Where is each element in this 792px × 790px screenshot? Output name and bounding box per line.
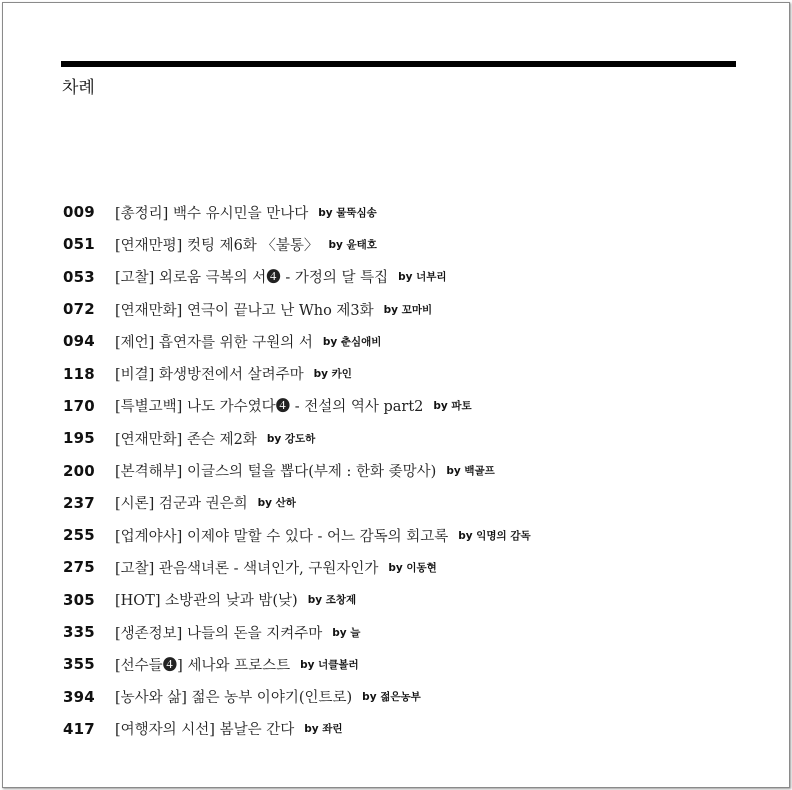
toc-title: [농사와 삶] 젊은 농부 이야기(인트로) — [115, 690, 353, 707]
toc-title: [선수들❹] 세나와 프로스트 — [115, 657, 291, 674]
toc-title: [여행자의 시선] 봄날은 간다 — [115, 722, 295, 739]
toc-title: [본격해부] 이글스의 털을 뽑다(부제 : 한화 좆망사) — [115, 464, 437, 481]
toc-title: [업계야사] 이제야 말할 수 있다 - 어느 감독의 회고록 — [115, 528, 449, 545]
toc-author: by 백골프 — [446, 465, 495, 478]
toc-title: [제언] 흡연자를 위한 구원의 서 — [115, 334, 313, 351]
toc-entry — [63, 616, 743, 648]
toc-page-number: 237 — [63, 493, 95, 512]
toc-entry — [63, 422, 743, 454]
toc-author: by 산하 — [257, 497, 296, 510]
header-rule — [61, 61, 736, 67]
toc-entry — [63, 228, 743, 260]
toc-entry — [63, 325, 743, 357]
toc-page-number: 094 — [63, 332, 95, 351]
toc-title: [특별고백] 나도 가수였다❹ - 전설의 역사 part2 — [115, 399, 424, 416]
toc-page-number: 072 — [63, 300, 95, 319]
toc-title: [고찰] 외로움 극복의 서❹ - 가정의 달 특집 — [115, 270, 389, 287]
toc-entry — [63, 293, 743, 325]
toc-entry — [63, 584, 743, 616]
toc-page-number: 335 — [63, 623, 95, 641]
toc-entry — [63, 390, 743, 422]
toc-entry — [63, 519, 743, 551]
toc-author: by 춘심애비 — [322, 335, 382, 348]
toc-author: by 이동현 — [388, 561, 437, 574]
toc-title: [생존정보] 나들의 돈을 지켜주마 — [115, 625, 323, 642]
toc-author: by 좌린 — [304, 723, 343, 736]
toc-author: by 젊은농부 — [362, 691, 421, 704]
toc-title: [연재만평] 컷팅 제6화 〈불통〉 — [115, 237, 319, 254]
table-of-contents — [63, 196, 743, 745]
toc-page-number: 009 — [63, 203, 95, 222]
toc-entry — [63, 357, 743, 389]
toc-author: by 조창제 — [307, 594, 357, 607]
toc-author: by 늘 — [332, 626, 361, 639]
toc-entry — [63, 261, 743, 293]
toc-entry — [63, 487, 743, 519]
toc-entry — [63, 551, 743, 583]
toc-page-number: 355 — [63, 655, 95, 674]
toc-author: by 꼬마비 — [383, 303, 433, 316]
toc-entry — [63, 454, 743, 486]
toc-entry — [63, 680, 743, 712]
toc-page-number: 200 — [63, 461, 95, 480]
toc-entry — [63, 196, 743, 228]
toc-page-number: 417 — [63, 719, 95, 738]
toc-page-number: 053 — [63, 267, 95, 286]
toc-page-number: 051 — [63, 235, 95, 254]
toc-author: by 익명의 감독 — [458, 529, 531, 542]
page — [2, 2, 790, 788]
toc-author: by 파토 — [433, 400, 472, 413]
toc-page-number: 195 — [63, 429, 95, 448]
toc-title: [총정리] 백수 유시민을 만나다 — [115, 205, 309, 222]
toc-author: by 강도하 — [266, 432, 316, 445]
toc-title: [HOT] 소방관의 낮과 밤(낮) — [115, 593, 298, 610]
toc-entry — [63, 713, 743, 745]
toc-author: by 너클볼러 — [300, 658, 359, 671]
toc-page-number: 118 — [63, 364, 95, 383]
toc-title: [고찰] 관음색녀론 - 색녀인가, 구원자인가 — [115, 560, 379, 577]
toc-author: by 물뚝심송 — [318, 206, 377, 219]
toc-page-number: 255 — [63, 526, 95, 545]
toc-title: [비결] 화생방전에서 살려주마 — [115, 367, 304, 384]
toc-entry — [63, 648, 743, 680]
toc-author: by 너부리 — [398, 271, 447, 284]
toc-page-number: 275 — [63, 558, 95, 577]
toc-title: [시론] 검군과 권은희 — [115, 496, 248, 513]
toc-page-number: 170 — [63, 396, 95, 415]
toc-page-number: 305 — [63, 590, 95, 609]
toc-title: [연재만화] 연극이 끝나고 난 Who 제3화 — [115, 302, 374, 319]
page-title: 차례 — [62, 78, 95, 98]
toc-page-number: 394 — [63, 687, 95, 706]
toc-author: by 카인 — [313, 368, 352, 381]
toc-title: [연재만화] 존슨 제2화 — [115, 431, 257, 448]
toc-author: by 윤태호 — [328, 238, 377, 251]
